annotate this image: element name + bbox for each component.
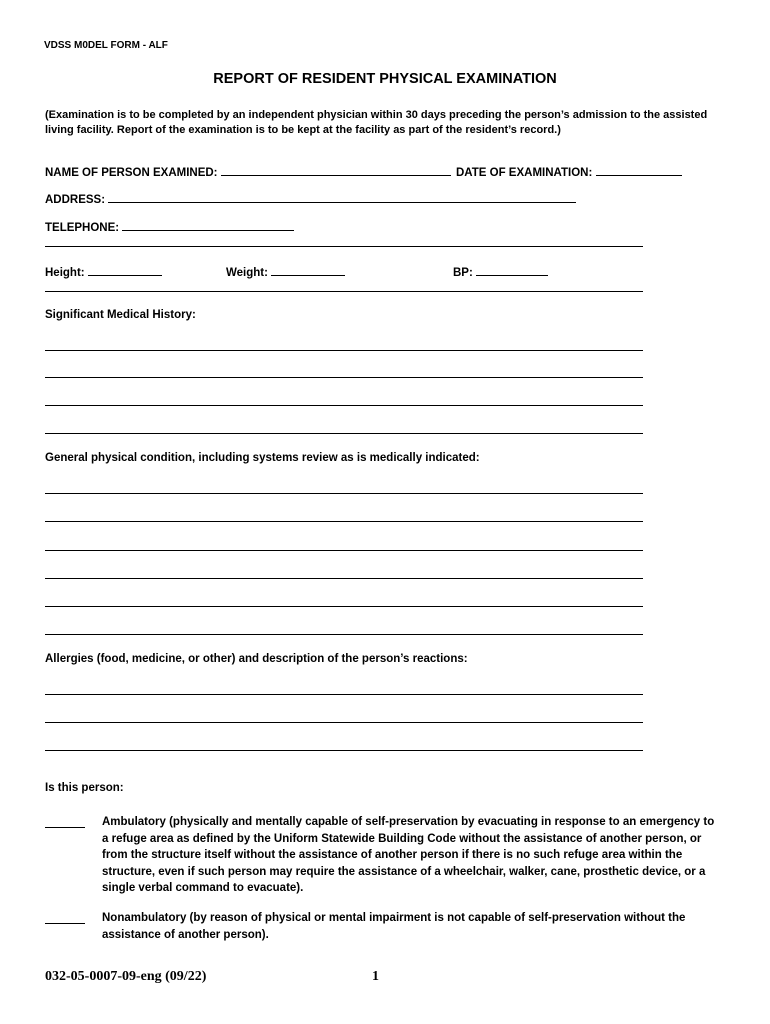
allergies-label: Allergies (food, medicine, or other) and description of the person’s reactions: (45, 653, 468, 665)
bp-field-row (453, 264, 548, 279)
weight-label: Weight: (226, 267, 268, 279)
medical-history-label: Significant Medical History: (45, 309, 196, 321)
name-label: NAME OF PERSON EXAMINED: (45, 167, 218, 179)
height-label: Height: (45, 267, 85, 279)
page-title: REPORT OF RESIDENT PHYSICAL EXAMINATION (213, 71, 557, 87)
physical-condition-label: General physical condition, including systems review as is medically indicated: (45, 452, 480, 464)
allergies-line[interactable] (45, 694, 643, 695)
form-code: 032-05-0007-09-eng (09/22) (45, 969, 207, 984)
address-field[interactable] (108, 191, 576, 203)
bp-field[interactable] (476, 264, 548, 276)
bp-label: BP: (453, 267, 473, 279)
page-number: 1 (372, 969, 379, 984)
allergies-line[interactable] (45, 722, 643, 723)
physical-condition-line[interactable] (45, 578, 643, 579)
ambulatory-option-text: Ambulatory (physically and mentally capable of self-preservation by evacuating in response to an emergency to a refuge area as defined by the Uniform Statewide Building Code without the assistance of another person, or from the structure itself without the assistance of another person if there is no such refuge area within the structure, even if such person may require the assistance of a wheelchair, walker, cane, prosthetic device, or a single verbal command to evacuate). (102, 816, 715, 894)
nonambulatory-option-text: Nonambulatory (by reason of physical or mental impairment is not capable of self-preservation without the assistance of another person). (102, 912, 686, 941)
weight-field[interactable] (271, 264, 345, 276)
address-field-row (45, 191, 576, 206)
physical-condition-line[interactable] (45, 606, 643, 607)
physical-condition-line[interactable] (45, 634, 643, 635)
name-field-row (45, 164, 451, 179)
divider (45, 291, 643, 292)
medical-history-line[interactable] (45, 377, 643, 378)
date-field-row (456, 164, 682, 179)
date-field[interactable] (596, 164, 682, 176)
physical-condition-line[interactable] (45, 493, 643, 494)
nonambulatory-checkbox-line[interactable] (45, 923, 85, 924)
medical-history-line[interactable] (45, 433, 643, 434)
name-field[interactable] (221, 164, 451, 176)
address-label: ADDRESS: (45, 194, 106, 206)
medical-history-line[interactable] (45, 350, 643, 351)
date-label: DATE OF EXAMINATION: (456, 167, 593, 179)
medical-history-line[interactable] (45, 405, 643, 406)
form-id: VDSS M0DEL FORM - ALF (44, 40, 168, 51)
height-field-row (45, 264, 162, 279)
telephone-field-row (45, 219, 294, 234)
physical-condition-line[interactable] (45, 521, 643, 522)
allergies-line[interactable] (45, 750, 643, 751)
divider (45, 246, 643, 247)
telephone-label: TELEPHONE: (45, 222, 120, 234)
height-field[interactable] (88, 264, 162, 276)
ambulatory-checkbox-line[interactable] (45, 827, 85, 828)
physical-condition-line[interactable] (45, 550, 643, 551)
intro-text: (Examination is to be completed by an independent physician within 30 days preceding the person’s admission to the assisted living facility. Report of the examination is to be kept at the facility as part of the resident’s record.) (45, 109, 708, 136)
weight-field-row (226, 264, 345, 279)
telephone-field[interactable] (122, 219, 294, 231)
question-label: Is this person: (45, 782, 124, 794)
